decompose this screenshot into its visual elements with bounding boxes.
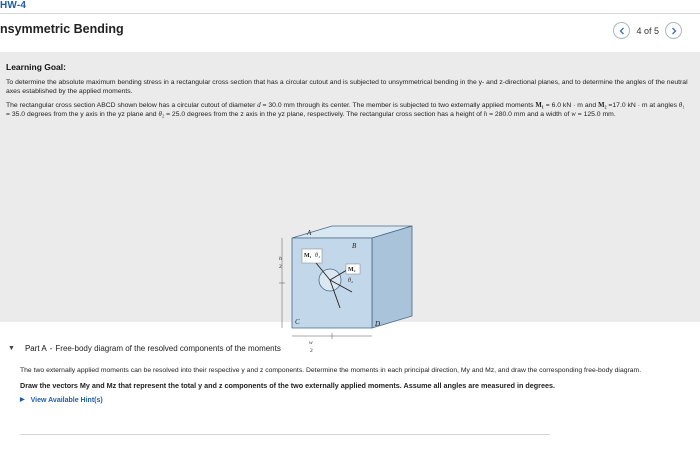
label-theta1: θ₁ (315, 253, 321, 259)
label-m2: M₂ (348, 267, 356, 273)
breadcrumb[interactable]: HW-4 (0, 0, 27, 11)
dim-h-numerator: h (279, 256, 282, 262)
part-a-title: Free-body diagram of the resolved components of the moments (55, 344, 281, 353)
part-a-header[interactable] (0, 344, 281, 353)
collapse-caret-icon[interactable]: ▼ (8, 345, 15, 352)
corner-label-c: C (295, 318, 300, 326)
corner-label-a: A (307, 229, 312, 237)
header-divider (0, 13, 700, 14)
dim-w-numerator: w (309, 340, 313, 346)
learning-goal-heading: Learning Goal: (6, 62, 66, 72)
hints-label: View Available Hint(s) (30, 397, 103, 404)
part-a-separator: - (49, 344, 53, 353)
part-a-label: Part A (24, 344, 47, 353)
prev-button[interactable] (613, 22, 630, 39)
corner-label-b: B (352, 242, 357, 250)
page-title: nsymmetric Bending (0, 22, 124, 36)
problem-statement: The rectangular cross section ABCD shown below has a circular cutout of diameter d = 30.0 mm through its center. The member is subjected to two externally applied moments M₁ = 6.0 kN · m and M₂ =17.0 kN · m at angles θ₁ = 35.0 degrees from the y axis in the yz plane and θ₂ = 25.0 degrees from the z axis in the yz plane, respectively. The rectangular cross section has a height of h = 280.0 mm and a width of w = 125.0 mm. (6, 102, 685, 118)
pager (613, 22, 682, 39)
chevron-left-icon (618, 27, 626, 35)
part-a-instructions: The two externally applied moments can be resolved into their respective y and z components. Determine the moments in each principal direction, My and Mz, and draw the corresponding free-body diagram. (20, 367, 642, 374)
dim-h-denominator: 2 (279, 264, 282, 270)
view-hints-link[interactable] (20, 396, 680, 405)
next-button[interactable] (665, 22, 682, 39)
dim-w-denominator: 2 (310, 348, 313, 354)
part-a-task: Draw the vectors My and Mz that represent the total y and z components of the two externally applied moments. Assume all angles are measured in degrees. (20, 381, 555, 390)
box-side-face (372, 226, 412, 328)
corner-label-d: D (375, 320, 381, 328)
cross-section-diagram (262, 224, 432, 364)
answer-area-divider (20, 434, 550, 435)
expand-triangle-icon: ▶ (20, 397, 25, 403)
chevron-right-icon (670, 27, 678, 35)
page-indicator: 4 of 5 (636, 25, 659, 36)
label-m1: M₁ (304, 253, 312, 259)
learning-goal-text: To determine the absolute maximum bending stress in a rectangular cross section that has a circular cutout and is subjected to unsymmetrical bending in the y- and z-directional planes, and to determine the angles of the neutral axes established by the applied moments. (6, 79, 688, 95)
part-a-body (20, 366, 680, 405)
label-theta2: θ₂ (348, 278, 354, 284)
